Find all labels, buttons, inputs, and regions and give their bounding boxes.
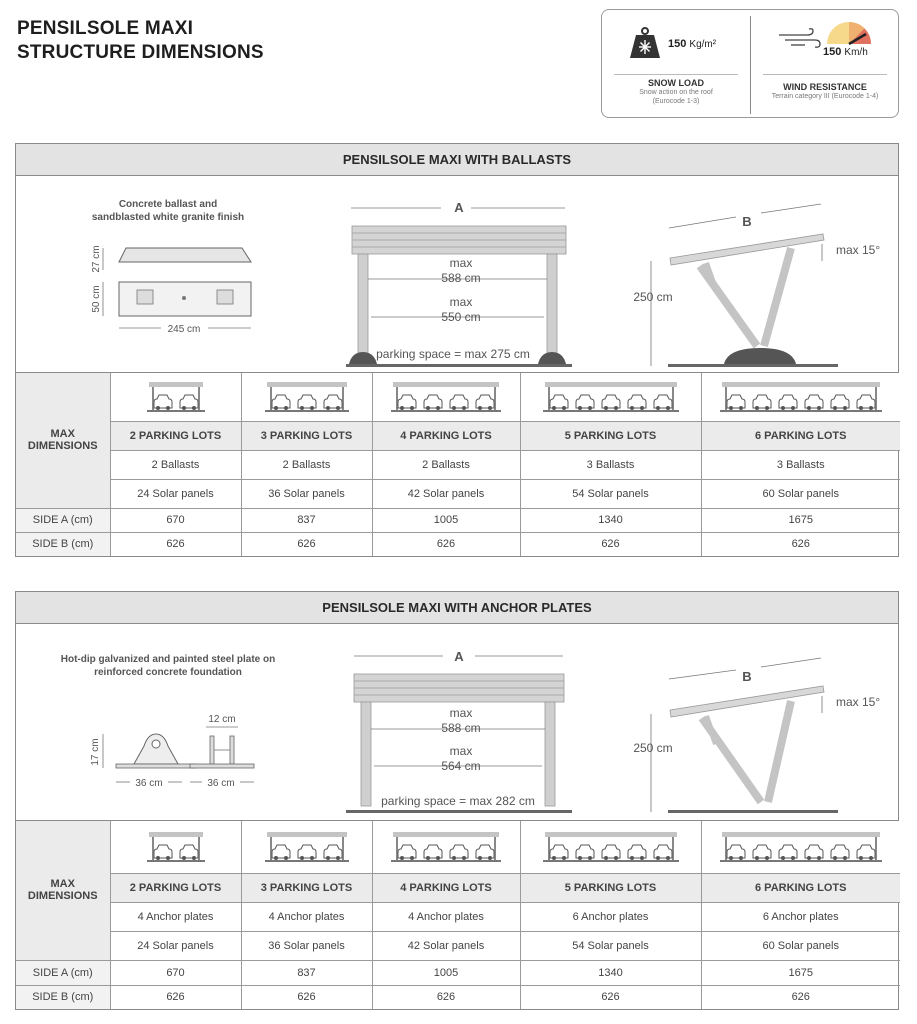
- carport-icon: [520, 821, 701, 873]
- car-icon: [450, 845, 468, 860]
- carport-icon: [241, 821, 372, 873]
- anchor-diagrams: [16, 624, 898, 821]
- ballast-front-view: [346, 200, 572, 367]
- car-icon: [324, 845, 342, 860]
- lot-3: 3 PARKING LOTS: [241, 421, 372, 450]
- panels-cell: 54 Solar panels: [520, 479, 701, 508]
- height-250: 250 cm: [633, 741, 673, 755]
- side-b-value: 626: [520, 985, 701, 1009]
- wind-label: WIND RESISTANCE: [783, 82, 867, 92]
- car-icon: [398, 845, 416, 860]
- side-a-label: SIDE A (cm): [16, 960, 110, 985]
- dim-12: 12 cm: [208, 714, 236, 725]
- car-icon: [324, 395, 342, 410]
- carport-icon: [520, 373, 701, 421]
- anchor-caption-2: reinforced concrete foundation: [94, 667, 242, 678]
- car-icon: [628, 395, 646, 410]
- car-icon: [628, 845, 646, 860]
- lot-6: 6 PARKING LOTS: [701, 421, 900, 450]
- side-a-value: 837: [241, 960, 372, 985]
- lot-2: 2 PARKING LOTS: [110, 873, 241, 902]
- anchor-front-view: [346, 649, 572, 813]
- height-250: 250 cm: [633, 290, 673, 304]
- car-icon: [398, 395, 416, 410]
- anchor-dimension-table: [16, 821, 900, 1009]
- supports-cell: 3 Ballasts: [520, 450, 701, 479]
- title-line-2: STRUCTURE DIMENSIONS: [17, 42, 264, 63]
- lot-3: 3 PARKING LOTS: [241, 873, 372, 902]
- supports-cell: 3 Ballasts: [701, 450, 900, 479]
- car-icon: [602, 845, 620, 860]
- dim-27: 27 cm: [91, 245, 102, 273]
- panels-cell: 60 Solar panels: [701, 931, 900, 960]
- side-b-value: 626: [110, 532, 241, 556]
- dim-50: 50 cm: [91, 285, 102, 313]
- side-b-value: 626: [372, 985, 520, 1009]
- tilt-label: max 15°: [836, 695, 881, 709]
- ballast-section-title: PENSILSOLE MAXI WITH BALLASTS: [16, 144, 898, 176]
- side-b-value: 626: [701, 985, 900, 1009]
- lot-4: 4 PARKING LOTS: [372, 421, 520, 450]
- panels-cell: 24 Solar panels: [110, 931, 241, 960]
- side-b-value: 626: [520, 532, 701, 556]
- car-icon: [450, 395, 468, 410]
- lot-2: 2 PARKING LOTS: [110, 421, 241, 450]
- anchor-section: [15, 591, 899, 1010]
- carport-icon: [372, 821, 520, 873]
- label-a: A: [454, 649, 464, 664]
- snow-load-value: 150 Kg/m²: [668, 38, 717, 50]
- carport-icon: [701, 373, 900, 421]
- parking-space: parking space = max 282 cm: [381, 794, 535, 808]
- supports-cell: 4 Anchor plates: [372, 902, 520, 931]
- ballast-caption-1: Concrete ballast and: [118, 199, 218, 210]
- title-line-1: PENSILSOLE MAXI: [17, 18, 194, 39]
- car-icon: [576, 845, 594, 860]
- car-icon: [805, 845, 823, 860]
- car-icon: [831, 845, 849, 860]
- snow-load-note: Snow action on the roof: [639, 89, 713, 96]
- panels-cell: 36 Solar panels: [241, 479, 372, 508]
- panels-cell: 24 Solar panels: [110, 479, 241, 508]
- snow-load-eurocode: (Eurocode 1-3): [652, 98, 700, 105]
- car-icon: [180, 845, 198, 860]
- ballast-drawing: [91, 199, 251, 335]
- anchor-section-title: PENSILSOLE MAXI WITH ANCHOR PLATES: [16, 592, 898, 624]
- car-icon: [476, 845, 494, 860]
- car-icon: [180, 395, 198, 410]
- span-588: 588 cm: [441, 271, 481, 285]
- ballast-diagrams: [16, 176, 898, 373]
- car-icon: [779, 395, 797, 410]
- side-a-value: 670: [110, 508, 241, 532]
- anchor-side-view: [633, 658, 880, 813]
- car-icon: [602, 395, 620, 410]
- parking-space: parking space = max 275 cm: [376, 347, 530, 361]
- panels-cell: 54 Solar panels: [520, 931, 701, 960]
- span-588: 588 cm: [441, 721, 481, 735]
- dim-245: 245 cm: [167, 324, 201, 335]
- lot-5: 5 PARKING LOTS: [520, 421, 701, 450]
- carport-icon: [241, 373, 372, 421]
- ballast-dimension-table: [16, 373, 900, 556]
- car-icon: [753, 395, 771, 410]
- car-icon: [424, 845, 442, 860]
- side-a-value: 670: [110, 960, 241, 985]
- supports-cell: 6 Anchor plates: [701, 902, 900, 931]
- wind-icon: [777, 28, 821, 50]
- max-dimensions-header: MAX DIMENSIONS: [16, 821, 110, 960]
- car-icon: [272, 845, 290, 860]
- lot-5: 5 PARKING LOTS: [520, 873, 701, 902]
- span-550: 550 cm: [441, 310, 481, 324]
- ballast-caption-2: sandblasted white granite finish: [91, 212, 245, 223]
- anchor-plate-drawing: [61, 654, 275, 789]
- max-dimensions-header: MAX DIMENSIONS: [16, 373, 110, 508]
- dim-17: 17 cm: [90, 738, 101, 766]
- span-564: 564 cm: [441, 759, 481, 773]
- car-icon: [857, 845, 875, 860]
- car-icon: [779, 845, 797, 860]
- side-b-value: 626: [701, 532, 900, 556]
- car-icon: [727, 845, 745, 860]
- carport-icon: [110, 821, 241, 873]
- car-icon: [154, 845, 172, 860]
- page-title: [17, 17, 264, 65]
- wind-note: Terrain category III (Eurocode 1-4): [771, 93, 879, 100]
- car-icon: [550, 395, 568, 410]
- wind-gauge-icon: [824, 18, 874, 46]
- side-b-value: 626: [110, 985, 241, 1009]
- car-icon: [298, 395, 316, 410]
- max-label-2: max: [449, 744, 473, 758]
- supports-cell: 2 Ballasts: [241, 450, 372, 479]
- label-b: B: [742, 214, 752, 229]
- supports-cell: 2 Ballasts: [372, 450, 520, 479]
- max-label-1: max: [449, 706, 473, 720]
- side-a-value: 1675: [701, 508, 900, 532]
- label-a: A: [454, 200, 464, 215]
- side-b-value: 626: [241, 532, 372, 556]
- car-icon: [831, 395, 849, 410]
- panels-cell: 36 Solar panels: [241, 931, 372, 960]
- snow-load-spec: [602, 10, 750, 117]
- car-icon: [272, 395, 290, 410]
- snow-load-label: SNOW LOAD: [648, 78, 704, 88]
- ballast-section: [15, 143, 899, 557]
- ballast-side-view: [633, 204, 880, 367]
- car-icon: [857, 395, 875, 410]
- car-icon: [753, 845, 771, 860]
- panels-cell: 60 Solar panels: [701, 479, 900, 508]
- max-label-2: max: [449, 295, 473, 309]
- panels-cell: 42 Solar panels: [372, 479, 520, 508]
- car-icon: [424, 395, 442, 410]
- side-a-value: 1005: [372, 960, 520, 985]
- car-icon: [476, 395, 494, 410]
- car-icon: [576, 395, 594, 410]
- tilt-label: max 15°: [836, 243, 881, 257]
- car-icon: [805, 395, 823, 410]
- car-icon: [298, 845, 316, 860]
- side-b-value: 626: [241, 985, 372, 1009]
- anchor-caption-1: Hot-dip galvanized and painted steel plate on: [60, 654, 276, 665]
- max-label-1: max: [449, 256, 473, 270]
- side-a-value: 1005: [372, 508, 520, 532]
- supports-cell: 2 Ballasts: [110, 450, 241, 479]
- side-a-value: 1340: [520, 960, 701, 985]
- side-b-value: 626: [372, 532, 520, 556]
- carport-icon: [110, 373, 241, 421]
- side-a-value: 1340: [520, 508, 701, 532]
- side-a-value: 1675: [701, 960, 900, 985]
- panels-cell: 42 Solar panels: [372, 931, 520, 960]
- wind-resistance-spec: [751, 10, 899, 117]
- carport-icon: [372, 373, 520, 421]
- car-icon: [654, 395, 672, 410]
- carport-icon: [701, 821, 900, 873]
- snow-weight-icon: [628, 26, 662, 60]
- supports-cell: 4 Anchor plates: [241, 902, 372, 931]
- supports-cell: 6 Anchor plates: [520, 902, 701, 931]
- side-a-value: 837: [241, 508, 372, 532]
- lot-4: 4 PARKING LOTS: [372, 873, 520, 902]
- car-icon: [550, 845, 568, 860]
- side-b-label: SIDE B (cm): [16, 985, 110, 1009]
- car-icon: [154, 395, 172, 410]
- label-b: B: [742, 669, 752, 684]
- dim-36-right: 36 cm: [207, 778, 235, 789]
- supports-cell: 4 Anchor plates: [110, 902, 241, 931]
- car-icon: [727, 395, 745, 410]
- wind-value: 150 Km/h: [823, 46, 868, 58]
- lot-6: 6 PARKING LOTS: [701, 873, 900, 902]
- car-icon: [654, 845, 672, 860]
- dim-36-left: 36 cm: [135, 778, 163, 789]
- spec-box: [601, 9, 899, 118]
- side-b-label: SIDE B (cm): [16, 532, 110, 556]
- side-a-label: SIDE A (cm): [16, 508, 110, 532]
